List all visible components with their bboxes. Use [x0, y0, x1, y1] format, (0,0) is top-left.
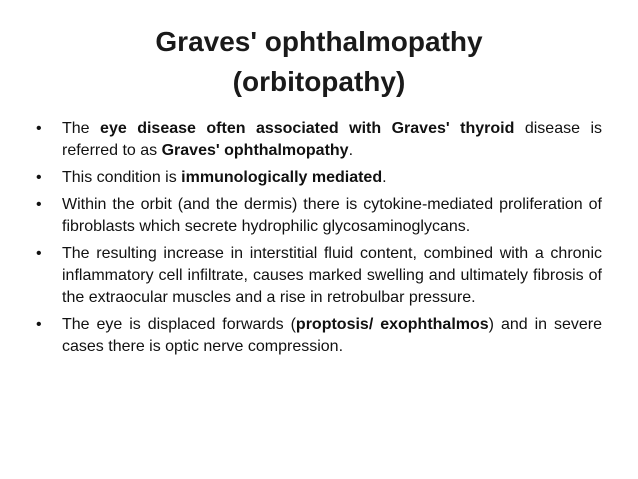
- bullet-item: [36, 243, 602, 309]
- bullet-1-text-5: .: [348, 142, 354, 159]
- bullet-5-text-3: ) and in severe cases there is optic nerve compression.: [62, 316, 602, 355]
- bullet-2-text-2: immunologically mediated: [181, 169, 383, 186]
- slide-title: [40, 22, 598, 102]
- bullet-5-text-1: The eye is displaced forwards (: [62, 316, 296, 333]
- bullet-5-text-2: proptosis/ exophthalmos: [295, 316, 489, 333]
- slide-title-line-2: (orbitopathy): [232, 66, 406, 97]
- bullet-4-text-1: The resulting increase in interstitial fluid content, combined with a chronic inflammatory cell infiltrate, causes marked swelling and ultimately fibrosis of the extraocular muscles and a rise in retrobulbar pressure.: [62, 245, 602, 306]
- bullet-marker: •: [36, 196, 42, 213]
- bullet-item: [36, 118, 602, 162]
- slide-title-line-1: Graves' ophthalmopathy: [155, 26, 483, 57]
- bullet-1-text-4: Graves' ophthalmopathy: [161, 142, 349, 159]
- bullet-item: [36, 314, 602, 358]
- bullet-1-text-1: The: [62, 120, 101, 137]
- bullet-1-text-3: disease is referred to as: [62, 120, 603, 159]
- bullet-marker: •: [36, 316, 42, 333]
- bullet-item: [36, 194, 602, 238]
- bullet-1-text-2: eye disease often associated with Graves' thyroid: [100, 120, 515, 137]
- bullet-marker: •: [36, 120, 42, 137]
- bullet-3-text-1: Within the orbit (and the dermis) there is cytokine-mediated proliferation of fibroblasts which secrete hydrophilic glycosaminoglycans.: [62, 196, 602, 235]
- bullet-item: [36, 167, 602, 189]
- bullet-marker: •: [36, 169, 42, 186]
- bullet-marker: •: [36, 245, 42, 262]
- bullet-2-text-1: This condition is: [62, 169, 182, 186]
- bullet-list: [36, 118, 602, 363]
- bullet-2-text-3: .: [382, 169, 387, 186]
